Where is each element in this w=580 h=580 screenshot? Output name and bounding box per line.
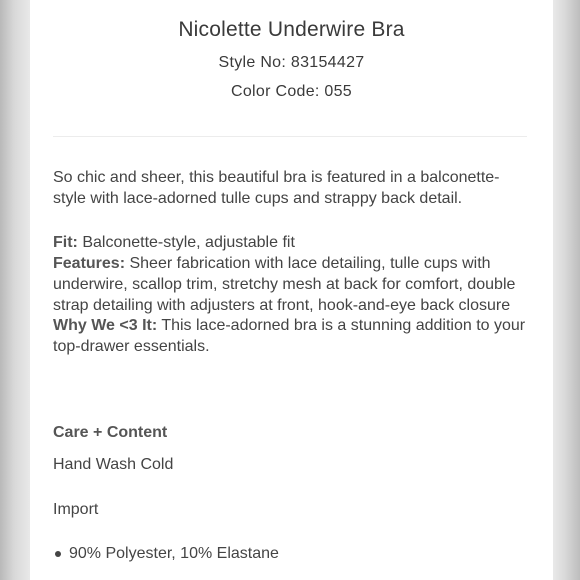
description-intro: So chic and sheer, this beautiful bra is featured in a balconette-style with lace-adorned tulle cups and strappy back detail. <box>53 169 500 207</box>
features-text: Sheer fabrication with lace detailing, tulle cups with underwire, scallop trim, stretchy mesh at back for comfort, double strap detailing with adjusters at front, hook-and-eye back closure <box>53 255 516 314</box>
content-text: 90% Polyester, 10% Elastane <box>69 545 279 562</box>
color-code: Color Code: 055 <box>230 83 352 100</box>
header-divider <box>53 136 527 137</box>
product-details <box>53 233 531 357</box>
care-heading: Care + Content <box>53 424 168 441</box>
care-origin: Import <box>53 501 99 518</box>
style-number: Style No: 83154427 <box>218 54 365 71</box>
fit-text: Balconette-style, adjustable fit <box>77 234 295 252</box>
fit-label: Fit: <box>53 234 78 252</box>
product-detail-card <box>30 0 553 580</box>
content-list-item <box>55 545 279 563</box>
why-text: This lace-adorned bra is a stunning addition to your top-drawer essentials. <box>53 317 526 355</box>
bullet-icon <box>55 551 61 557</box>
product-title: Nicolette Underwire Bra <box>178 18 405 41</box>
product-header <box>30 0 553 101</box>
product-description <box>53 168 531 358</box>
why-label: Why We <3 It: <box>53 317 158 335</box>
care-wash: Hand Wash Cold <box>53 456 174 473</box>
right-edge-shadow <box>553 0 580 580</box>
features-label: Features: <box>53 255 126 273</box>
